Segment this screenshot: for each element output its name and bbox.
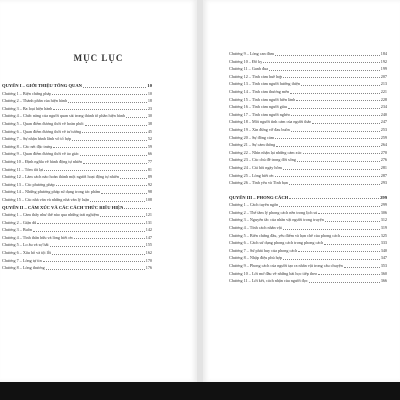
toc-entry[interactable] [229,209,387,217]
toc-leader-dots [101,188,147,194]
toc-leader-dots [46,264,145,270]
toc-entry-title: Chương 1 – Cách tuyên ngôn [229,202,279,208]
toc-entry[interactable] [229,247,387,255]
toc-leader-dots [283,73,379,79]
toc-entry-title: Chương 5 – Biến chứng đầu, yếu điểm và hạn chế của phong cách [229,232,340,238]
toc-page-number: 18 [147,98,152,104]
toc-page-number: 92 [147,181,152,187]
toc-entry-title: Chương 5 – Lo âu và sợ hãi [2,242,49,248]
toc-entry[interactable] [229,141,387,149]
toc-page-number: 270 [380,149,387,155]
toc-entry[interactable] [2,150,152,158]
toc-entry-title: Chương 1 – Cảm thấy như thế nào qua những trải nghiệm [2,212,99,218]
toc-leader-dots [279,201,379,207]
toc-entry[interactable] [229,172,387,180]
toc-entry[interactable] [229,239,387,247]
toc-entry[interactable] [2,234,152,242]
toc-entry[interactable] [229,216,387,224]
toc-entry[interactable] [2,188,152,196]
toc-page-number: 353 [380,263,387,269]
toc-page-number: 360 [380,270,387,276]
toc-page-number: 293 [380,180,387,186]
toc-entry-title: Chương 10 – Lời mở đầu về những bài học tiếp theo [229,270,318,276]
toc-entry[interactable] [229,118,387,126]
toc-leader-dots [288,103,380,109]
toc-page-number: 333 [380,240,387,246]
toc-page-number: 207 [380,73,387,79]
toc-entry-title: Chương 3 – Ba loại hiện hành [2,105,53,111]
toc-entry[interactable] [2,105,152,113]
toc-page-number: 221 [380,88,387,94]
toc-entry[interactable] [2,241,152,249]
toc-leader-dots [124,204,151,210]
toc-entry-title: Chương 9 – Quan điểm đương thời về ảo giác [2,151,79,157]
toc-entry-title: Chương 9 – Lòng can đảm [229,51,274,56]
toc-entry-title: Chương 14 – Tình cảm thương mến [229,88,290,94]
toc-page-number: 131 [145,219,152,225]
toc-entry[interactable] [2,120,152,128]
toc-entry[interactable] [2,97,152,105]
toc-leader-dots [37,219,144,225]
toc-entry[interactable] [2,173,152,181]
toc-leader-dots [296,96,379,102]
toc-entry-title: Chương 9 – Phong cách của người tạo ra nhân vật trong câu chuyện [229,263,343,269]
toc-page-number: 264 [380,142,387,148]
toc-page-number: 30 [147,113,152,119]
toc-entry[interactable] [229,224,387,232]
toc-entry-title: Chương 12 – Tình cảm huề hợp [229,73,283,79]
toc-entry-title: Chương 3 – Nguyên tắc của nhân vật người trong truyện [229,217,324,223]
toc-page-number: 281 [380,164,387,170]
toc-entry-title: QUYỂN III – PHONG CÁCH [229,194,289,200]
toc-entry-title: Chương 1 – Biện chứng pháp [2,90,52,96]
toc-page-number: 23 [147,105,152,111]
toc-entry-title: Chương 4 – Tình thân hữu và lòng biết ơn [2,234,73,240]
toc-entry-title: Chương 2 – Giận dữ [2,219,37,225]
toc-entry-title: Chương 19 – Xin đừng vỡ đau buồn [229,126,290,132]
toc-page-number: 81 [147,166,152,172]
toc-entry-title: Chương 5 – Quan điểm đương thời về hoàn phối [2,120,84,126]
toc-entry-title: Chương 4 – Chức năng của người quan sát trong thành tố phần hiện hành [2,113,125,119]
toc-entry-title: Chương 26 – Tình yêu và Tình bạn [229,180,288,186]
toc-leader-dots [83,82,146,88]
toc-entry-title: Chương 22 – Nhìn nhận lại những cảm xúc [229,149,302,155]
toc-entry[interactable] [2,112,152,120]
toc-leader-dots [126,112,147,118]
toc-entry[interactable] [229,262,387,270]
toc-page-number: 259 [380,134,387,140]
toc-leader-dots [275,172,380,178]
toc-entry-title: Chương 11 – Tóm tắt lại [2,166,44,172]
page-title: MỤC LỤC [73,53,124,63]
toc-section-heading[interactable] [229,194,387,202]
toc-page-number: 306 [380,209,387,215]
toc-entry-title: Chương 15 – Các nhà văn và những nhà văn lý luận [2,196,90,202]
toc-leader-dots [72,135,147,141]
toc-leader-dots [44,166,147,172]
toc-leader-dots [74,234,145,240]
toc-entry[interactable] [229,277,387,285]
toc-entry-title: Chương 14 – Những phương pháp sử dụng trong tác phẩm [2,189,101,195]
toc-entry[interactable] [229,179,387,187]
toc-entry[interactable] [229,73,387,81]
toc-entry[interactable] [2,90,152,98]
toc-leader-dots [85,120,147,126]
toc-entry-title: Chương 12 – Làm cách nào hoàn thành một người hoạt động tự nhiên [2,174,119,180]
toc-page-number: 10 [147,90,152,96]
toc-entry-title: Chương 21 – Sự cảm thông [229,142,276,148]
toc-entry[interactable] [229,80,387,88]
toc-entry[interactable] [229,232,387,240]
toc-entry[interactable] [229,126,387,134]
toc-page-number: 287 [380,172,387,178]
toc-leader-dots [52,249,145,255]
toc-entry-title: Chương 4 – Tính cách nhân vật [229,225,282,231]
toc-leader-dots [309,277,380,283]
toc-leader-dots [318,209,379,215]
toc-page-number: 77 [147,158,152,164]
toc-entry-title: Chương 17 – Tình cảm người nghèo [229,111,290,117]
toc-page-number: 162 [145,250,152,256]
toc-entry-title: Chương 13 – Tình cảm người hướng thiện [229,81,300,87]
toc-entry-title: Chương 11 – Lời kết, cách nhận của người đọc [229,278,308,284]
toc-leader-dots [303,149,380,155]
toc-page-number: 340 [380,247,387,253]
toc-entry-title: Chương 6 – Xấu hổ và tội lỗi [2,250,52,256]
toc-entry[interactable] [229,103,387,111]
toc-page-number: 228 [380,96,387,102]
toc-entry[interactable] [229,201,387,209]
toc-entry[interactable] [229,88,387,96]
toc-entry[interactable] [2,181,152,189]
toc-page-number: 170 [145,257,152,263]
toc-leader-dots [298,247,380,253]
toc-leader-dots [90,196,145,202]
toc-page-number: 10 [147,83,152,88]
toc-page-number: 66 [147,151,152,157]
toc-leader-dots [100,211,145,217]
toc-leader-dots [56,181,147,187]
toc-page-number: 184 [380,51,387,56]
toc-leader-dots [269,65,380,71]
right-toc-list [229,50,387,285]
toc-entry[interactable] [2,135,152,143]
toc-page-number: 192 [380,58,387,64]
toc-page-number: 38 [147,120,152,126]
toc-entry[interactable] [2,226,152,234]
toc-entry-title: Chương 13 – Các phương pháp [2,181,55,187]
toc-entry[interactable] [2,128,152,136]
toc-page-number: 325 [380,232,387,238]
toc-entry[interactable] [229,50,387,58]
toc-entry[interactable] [2,166,152,174]
toc-entry[interactable] [229,254,387,262]
toc-entry-title: Chương 7 – Sử phát huy của phong cách [229,247,298,253]
toc-page-number: 108 [145,196,152,202]
toc-leader-dots [50,241,145,247]
toc-page-number: 253 [380,126,387,132]
toc-page-number: 199 [380,66,387,72]
toc-page-number: 98 [147,189,152,195]
toc-leader-dots [52,90,146,96]
toc-leader-dots [33,226,145,232]
toc-page-number: 121 [145,212,152,218]
toc-entry-title: Chương 25 – Lòng biết ơn [229,172,274,178]
toc-leader-dots [80,150,147,156]
toc-page-number: 366 [380,278,387,284]
toc-page-number: 347 [380,255,387,261]
toc-entry-title: Chương 2 – Thành phần của hiện hành [2,98,67,104]
toc-spacer [229,187,387,194]
toc-entry-title: Chương 2 – Thể tầm lý phong cách nền trong lịch sử [229,209,318,215]
toc-leader-dots [341,232,380,238]
toc-entry-title: Chương 8 – Lòng thương [2,265,45,271]
toc-entry[interactable] [2,249,152,257]
toc-entry-title: Chương 3 – Buồn [2,227,32,233]
toc-entry[interactable] [229,96,387,104]
toc-leader-dots [289,179,380,185]
toc-page-number: 234 [380,104,387,110]
toc-entry-title: Chương 7 – Lòng tự tin [2,257,42,263]
toc-entry-title: Chương 8 – Nhập điệu phù hợp [229,255,282,261]
toc-page-number: 89 [147,174,152,180]
toc-entry-title: Chương 7 – Sự nhận hành lãnh vô tổ hợp [2,136,72,142]
toc-page-number: 312 [380,217,387,223]
toc-entry-title: Chương 16 – Tình cảm người giàu [229,104,287,110]
toc-leader-dots [43,257,145,263]
toc-entry[interactable] [2,196,152,204]
toc-page-number: 213 [380,81,387,87]
toc-page-number: 142 [145,227,152,233]
toc-leader-dots [318,270,380,276]
toc-leader-dots [276,141,380,147]
toc-leader-dots [263,58,379,64]
toc-page-number: 299 [380,194,387,200]
toc-leader-dots [289,194,379,200]
toc-entry[interactable] [2,219,152,227]
toc-entry-title: Chương 20 – Sự đồng cảm [229,134,275,140]
toc-page-number: 59 [147,143,152,149]
toc-entry-title: QUYỂN I – GIỚI THIỆU TỔNG QUAN [2,83,82,88]
toc-leader-dots [324,239,380,245]
toc-entry-title: Chương 6 – Cách sử dụng phong cách trong phong cách [229,240,324,246]
left-page [0,0,197,382]
left-toc-list [2,82,152,272]
toc-page-number: 247 [380,119,387,125]
toc-entry-title: Chương 10 – Đố kỵ [229,58,263,64]
toc-leader-dots [120,173,147,179]
toc-entry[interactable] [229,134,387,142]
toc-leader-dots [283,164,380,170]
toc-leader-dots [53,105,147,111]
toc-page-number: 45 [147,128,152,134]
toc-leader-dots [68,97,147,103]
toc-leader-dots [283,224,380,230]
toc-leader-dots [297,156,380,162]
toc-leader-dots [312,118,379,124]
toc-entry[interactable] [2,264,152,272]
toc-entry-title: Chương 6 – Quan điểm đương thời về tư tưởng [2,128,82,134]
toc-leader-dots [291,111,380,117]
toc-leader-dots [275,134,380,140]
toc-entry-title: QUYỂN II – CẢM XÚC VÀ CÁC CÁCH THỨC BIỂU HIỆN [2,204,124,210]
toc-leader-dots [291,126,380,132]
toc-page-number: 176 [145,265,152,271]
toc-entry[interactable] [2,143,152,151]
toc-entry[interactable] [229,164,387,172]
toc-entry[interactable] [2,211,152,219]
toc-leader-dots [290,88,380,94]
toc-entry[interactable] [229,65,387,73]
toc-entry[interactable] [229,149,387,157]
toc-leader-dots [82,128,147,134]
toc-entry-title: Chương 11 – Ganh đua [229,66,268,72]
toc-entry[interactable] [229,270,387,278]
toc-leader-dots [275,50,380,56]
toc-entry-title: Chương 23 – Các chủ đề trong đời sống [229,157,296,163]
toc-page-number: 276 [380,157,387,163]
toc-entry[interactable] [229,58,387,66]
toc-page-number: 52 [147,136,152,142]
toc-leader-dots [283,254,380,260]
toc-page-number: 319 [380,225,387,231]
toc-entry-title: Chương 15 – Tình cảm người hiền lành [229,96,296,102]
toc-entry[interactable] [2,158,152,166]
toc-leader-dots [301,80,380,86]
toc-page-number: 147 [145,234,152,240]
toc-page-number: 155 [145,242,152,248]
toc-leader-dots [53,143,146,149]
toc-page-number: 299 [380,202,387,208]
toc-leader-dots [83,158,147,164]
toc-leader-dots [325,216,380,222]
toc-entry-title: Chương 24 – Cái hôi ngày hôm [229,164,282,170]
toc-entry-title: Chương 8 – Các nét đặc trưng [2,143,53,149]
toc-entry[interactable] [229,111,387,119]
toc-entry[interactable] [229,156,387,164]
toc-section-heading[interactable] [2,82,152,90]
toc-entry-title: Chương 10 – Định nghĩa về hành động tự nhiên [2,158,83,164]
toc-section-heading[interactable] [2,204,152,212]
toc-page-number: 240 [380,111,387,117]
toc-leader-dots [344,262,380,268]
toc-entry[interactable] [2,257,152,265]
toc-entry-title: Chương 18 – Mối người tình cảm của người thân [229,119,312,125]
